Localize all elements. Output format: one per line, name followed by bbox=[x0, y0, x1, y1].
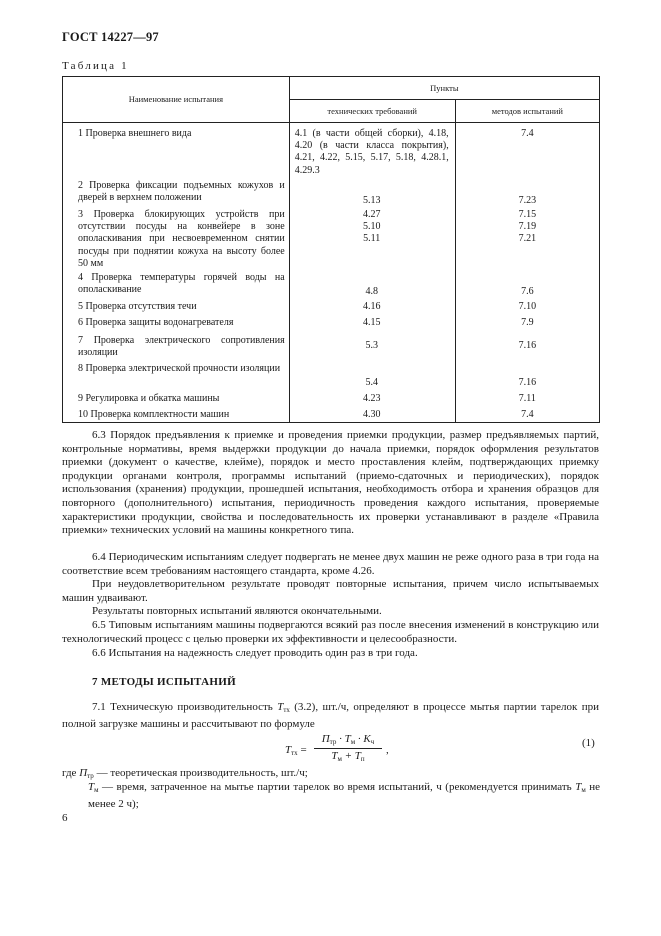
method-points: 7.4 bbox=[455, 406, 599, 423]
fraction-bar bbox=[314, 748, 382, 749]
column-header-points: Пункты bbox=[289, 77, 599, 100]
table-row bbox=[63, 180, 600, 207]
formula-sym: T bbox=[331, 750, 338, 762]
method-points: 7.23 bbox=[455, 180, 599, 207]
test-table bbox=[62, 76, 600, 423]
paragraph-6-4-repeat: При неудовлетворительном результате проводят повторные испытания, причем число испытываемых машин удваивают. bbox=[62, 578, 599, 604]
page-number: 6 bbox=[62, 812, 68, 824]
where-sub: м bbox=[94, 786, 99, 794]
method-points: 7.4 bbox=[455, 123, 599, 181]
paragraph-6-4: 6.4 Периодическим испытаниям следует подвергать не менее двух машин не реже одного раза в три года на соответствие всем требованиям настоящего стандарта, кроме 4.26. bbox=[62, 551, 599, 577]
table-row bbox=[63, 123, 600, 181]
test-name: 6 Проверка защиты водонагревателя bbox=[63, 315, 290, 331]
tech-points: 5.13 bbox=[289, 180, 455, 207]
where-symbol: T bbox=[88, 781, 95, 793]
test-name: 10 Проверка комплектности машин bbox=[63, 406, 290, 423]
method-points: 7.15 7.19 7.21 bbox=[455, 207, 599, 272]
paragraph-6-6: 6.6 Испытания на надежность следует проводить один раз в три года. bbox=[92, 647, 418, 659]
test-name: 3 Проверка блокирующих устройств при отсутствии посуды на конвейере в зоне ополаскивания при несвоевременном снятии посуды при поднятии кожуха на высоту более 50 мм bbox=[63, 207, 290, 272]
symbol-t: T bbox=[277, 701, 284, 713]
test-name: 7 Проверка электрического сопротивления изоляции bbox=[63, 331, 290, 361]
table-caption: Таблица 1 bbox=[62, 60, 129, 72]
where-definition-tail: не менее 2 ч); bbox=[88, 781, 600, 810]
test-name: 2 Проверка фиксации подъемных кожухов и дверей в верхнем положении bbox=[63, 180, 290, 207]
table-row bbox=[63, 272, 600, 298]
equation-number: (1) bbox=[582, 737, 595, 749]
where-definition: — время, затраченное на мытье партии тарелок во время испытаний, ч (рекомендуется принимать bbox=[102, 781, 576, 793]
formula-sym: · T bbox=[336, 733, 351, 745]
paragraph-6-3: 6.3 Порядок предъявления к приемке и проведения приемки продукции, размер предъявляемых партий, контрольные нормативы, время выдержки продукции до начала приемки, порядок оформления результатов приемки (документ о качестве, клейме), порядок и место проставления клейм, подтверждающих приемку продукции органами контроля, программы испытаний (приемо-сдаточных и периодических), порядок использования (хранения) продукции, прошедшей испытания, необходимость отбора и хранения образцов для повторного (дополнительного) испытания, периодичность проведения каждого испытания, проверяемые характеристики продукции, свойства и последовательность их проверки устанавливают в разделе «Правила приемки» технических условий на машины конкретного типа. bbox=[62, 429, 599, 537]
formula-sym: П bbox=[321, 733, 330, 745]
column-header-tech-requirements: технических требований bbox=[289, 100, 455, 123]
formula-denominator bbox=[313, 750, 383, 763]
tech-points: 4.8 bbox=[289, 272, 455, 298]
where-sub: м bbox=[581, 786, 586, 794]
paragraph-7-1-end: (3.2), шт./ч, определяют в процессе мытья партии тарелок при полной загрузке машины и рассчитывают по формуле bbox=[62, 701, 599, 730]
where-label: где bbox=[62, 767, 77, 779]
formula-sym: + T bbox=[341, 750, 361, 762]
formula-comma: , bbox=[386, 744, 389, 756]
paragraph-6-4-final: Результаты повторных испытаний являются окончательными. bbox=[92, 605, 382, 617]
tech-points: 4.15 bbox=[289, 315, 455, 331]
where-sub: тр bbox=[87, 772, 94, 780]
paragraph-7-1 bbox=[62, 701, 599, 731]
tech-points: 5.3 bbox=[289, 331, 455, 361]
method-points: 7.16 bbox=[455, 361, 599, 389]
where-line-2 bbox=[88, 781, 600, 811]
method-points: 7.16 bbox=[455, 331, 599, 361]
formula-numerator bbox=[313, 733, 383, 746]
symbol-subscript: тх bbox=[283, 706, 290, 714]
method-points: 7.10 bbox=[455, 298, 599, 315]
formula-sub: м bbox=[350, 738, 356, 746]
tech-points: 4.23 bbox=[289, 389, 455, 406]
tech-points: 4.27 5.10 5.11 bbox=[289, 207, 455, 272]
formula-sub: п bbox=[360, 755, 365, 763]
table-row bbox=[63, 298, 600, 315]
test-name: 4 Проверка температуры горячей воды на ополаскивание bbox=[63, 272, 290, 298]
column-header-test-methods: методов испытаний bbox=[455, 100, 599, 123]
method-points: 7.9 bbox=[455, 315, 599, 331]
tech-points: 4.16 bbox=[289, 298, 455, 315]
formula-sub: тр bbox=[329, 738, 337, 746]
table-row bbox=[63, 361, 600, 389]
formula-lhs-symbol: T bbox=[285, 744, 292, 756]
method-points: 7.11 bbox=[455, 389, 599, 406]
paragraph-6-5: 6.5 Типовым испытаниям машины подвергаются всякий раз после внесения изменений в конструкцию или технологический процесс с целью проверки их эффективности и целесообразности. bbox=[62, 619, 599, 645]
table-row bbox=[63, 389, 600, 406]
test-name: 8 Проверка электрической прочности изоляции bbox=[63, 361, 290, 389]
tech-points: 4.30 bbox=[289, 406, 455, 423]
formula-lhs: $T_{тх}$ = bbox=[285, 744, 307, 757]
column-header-test-name: Наименование испытания bbox=[63, 77, 290, 123]
formula-sub: ч bbox=[370, 738, 375, 746]
method-points: 7.6 bbox=[455, 272, 599, 298]
test-name: 1 Проверка внешнего вида bbox=[63, 123, 290, 181]
formula-sym: · K bbox=[355, 733, 371, 745]
where-symbol: П bbox=[79, 767, 88, 779]
test-name: 5 Проверка отсутствия течи bbox=[63, 298, 290, 315]
tech-points: 5.4 bbox=[289, 361, 455, 389]
paragraph-7-1-start: 7.1 Техническую производительность bbox=[92, 701, 278, 713]
document-code: ГОСТ 14227—97 bbox=[62, 30, 159, 44]
formula-lhs-sub: тх bbox=[291, 749, 298, 757]
where-definition: — теоретическая производительность, шт./ч; bbox=[96, 767, 308, 779]
formula-sub: м bbox=[337, 755, 342, 763]
table-row bbox=[63, 207, 600, 272]
table-row bbox=[63, 331, 600, 361]
table-row bbox=[63, 406, 600, 423]
section-title: 7 МЕТОДЫ ИСПЫТАНИЙ bbox=[92, 676, 236, 688]
where-symbol: T bbox=[575, 781, 582, 793]
table-row bbox=[63, 315, 600, 331]
test-name: 9 Регулировка и обкатка машины bbox=[63, 389, 290, 406]
tech-points: 4.1 (в части общей сборки), 4.18, 4.20 (в части класса покрытия), 4.21, 4.22, 5.15, 5.17, 5.18, 4.28.1, 4.29.3 bbox=[289, 123, 455, 181]
